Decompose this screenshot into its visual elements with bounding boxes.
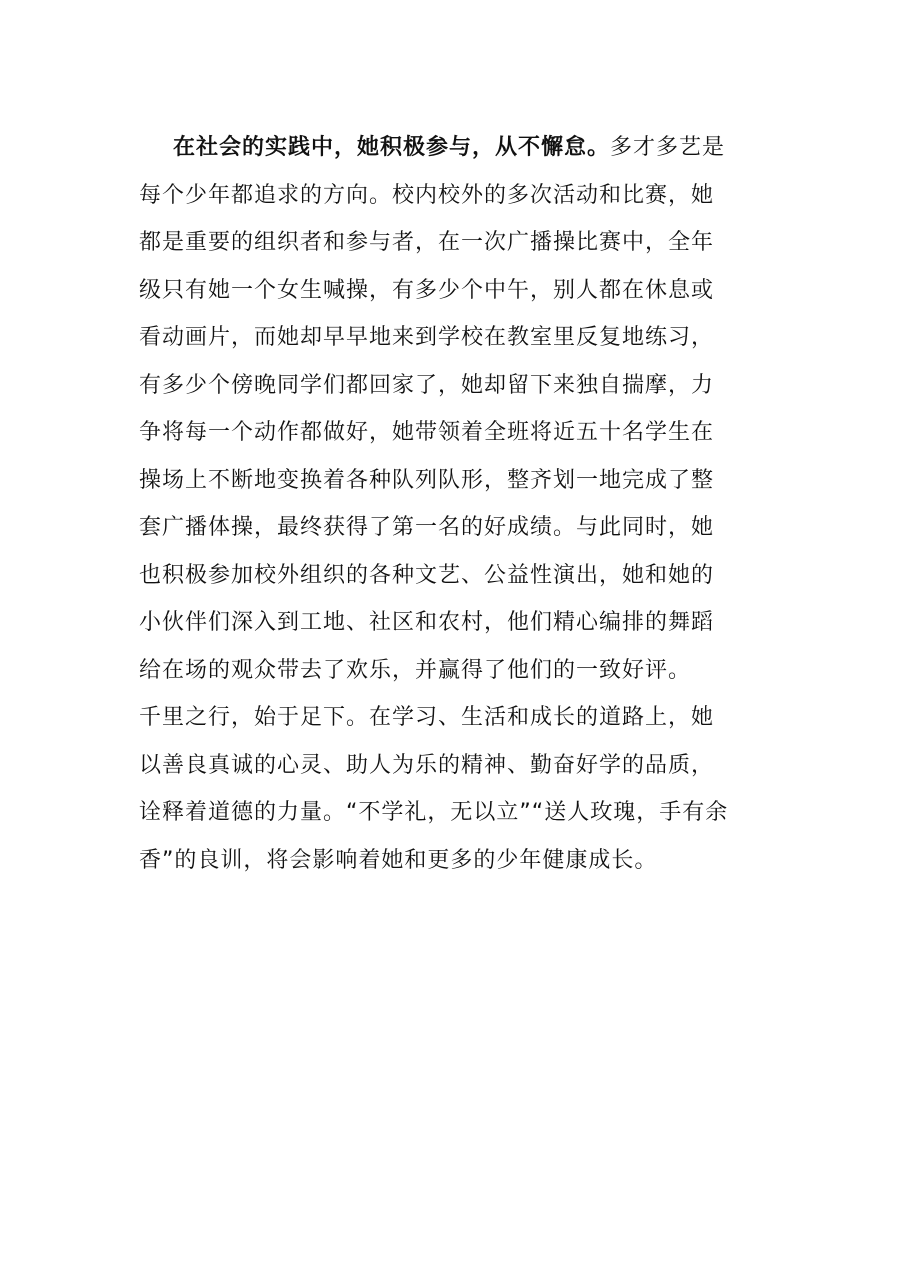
article-body <box>139 124 779 884</box>
paragraph-line: 都是重要的组织者和参与者，在一次广播操比赛中，全年 <box>139 230 715 255</box>
paragraph-line: 香”的良训，将会影响着她和更多的少年健康成长。 <box>139 847 658 873</box>
paragraph-text: 多才多艺是 <box>610 135 726 160</box>
paragraph-line: 诠释着道德的力量。“不学礼，无以立”“送人玫瑰，手有余 <box>139 800 729 825</box>
paragraph-line <box>139 124 779 172</box>
paragraph-line: 每个少年都追求的方向。校内校外的多次活动和比赛，她 <box>139 182 715 208</box>
paragraph-line: 操场上不断地变换着各种队列队形，整齐划一地完成了整 <box>139 467 715 493</box>
paragraph-lead-sentence: 在社会的实践中，她积极参与，从不懈怠。 <box>173 135 611 160</box>
paragraph-line: 也积极参加校外组织的各种文艺、公益性演出，她和她的 <box>139 562 715 588</box>
paragraph-line: 看动画片，而她却早早地来到学校在教室里反复地练习， <box>139 325 715 350</box>
paragraph-line: 套广播体操，最终获得了第一名的好成绩。与此同时，她 <box>139 515 715 540</box>
paragraph-line: 以善良真诚的心灵、助人为乐的精神、勤奋好学的品质， <box>139 752 715 778</box>
paragraph-line: 级只有她一个女生喊操，有多少个中午，别人都在休息或 <box>139 277 715 303</box>
paragraph-line: 有多少个傍晚同学们都回家了，她却留下来独自揣摩，力 <box>139 372 715 398</box>
paragraph-line: 小伙伴们深入到工地、社区和农村，他们精心编排的舞蹈 <box>139 610 715 635</box>
paragraph-line: 给在场的观众带去了欢乐，并赢得了他们的一致好评。 <box>139 657 692 683</box>
paragraph-line: 争将每一个动作都做好，她带领着全班将近五十名学生在 <box>139 420 715 445</box>
paragraph-line: 千里之行，始于足下。在学习、生活和成长的道路上，她 <box>139 705 715 730</box>
